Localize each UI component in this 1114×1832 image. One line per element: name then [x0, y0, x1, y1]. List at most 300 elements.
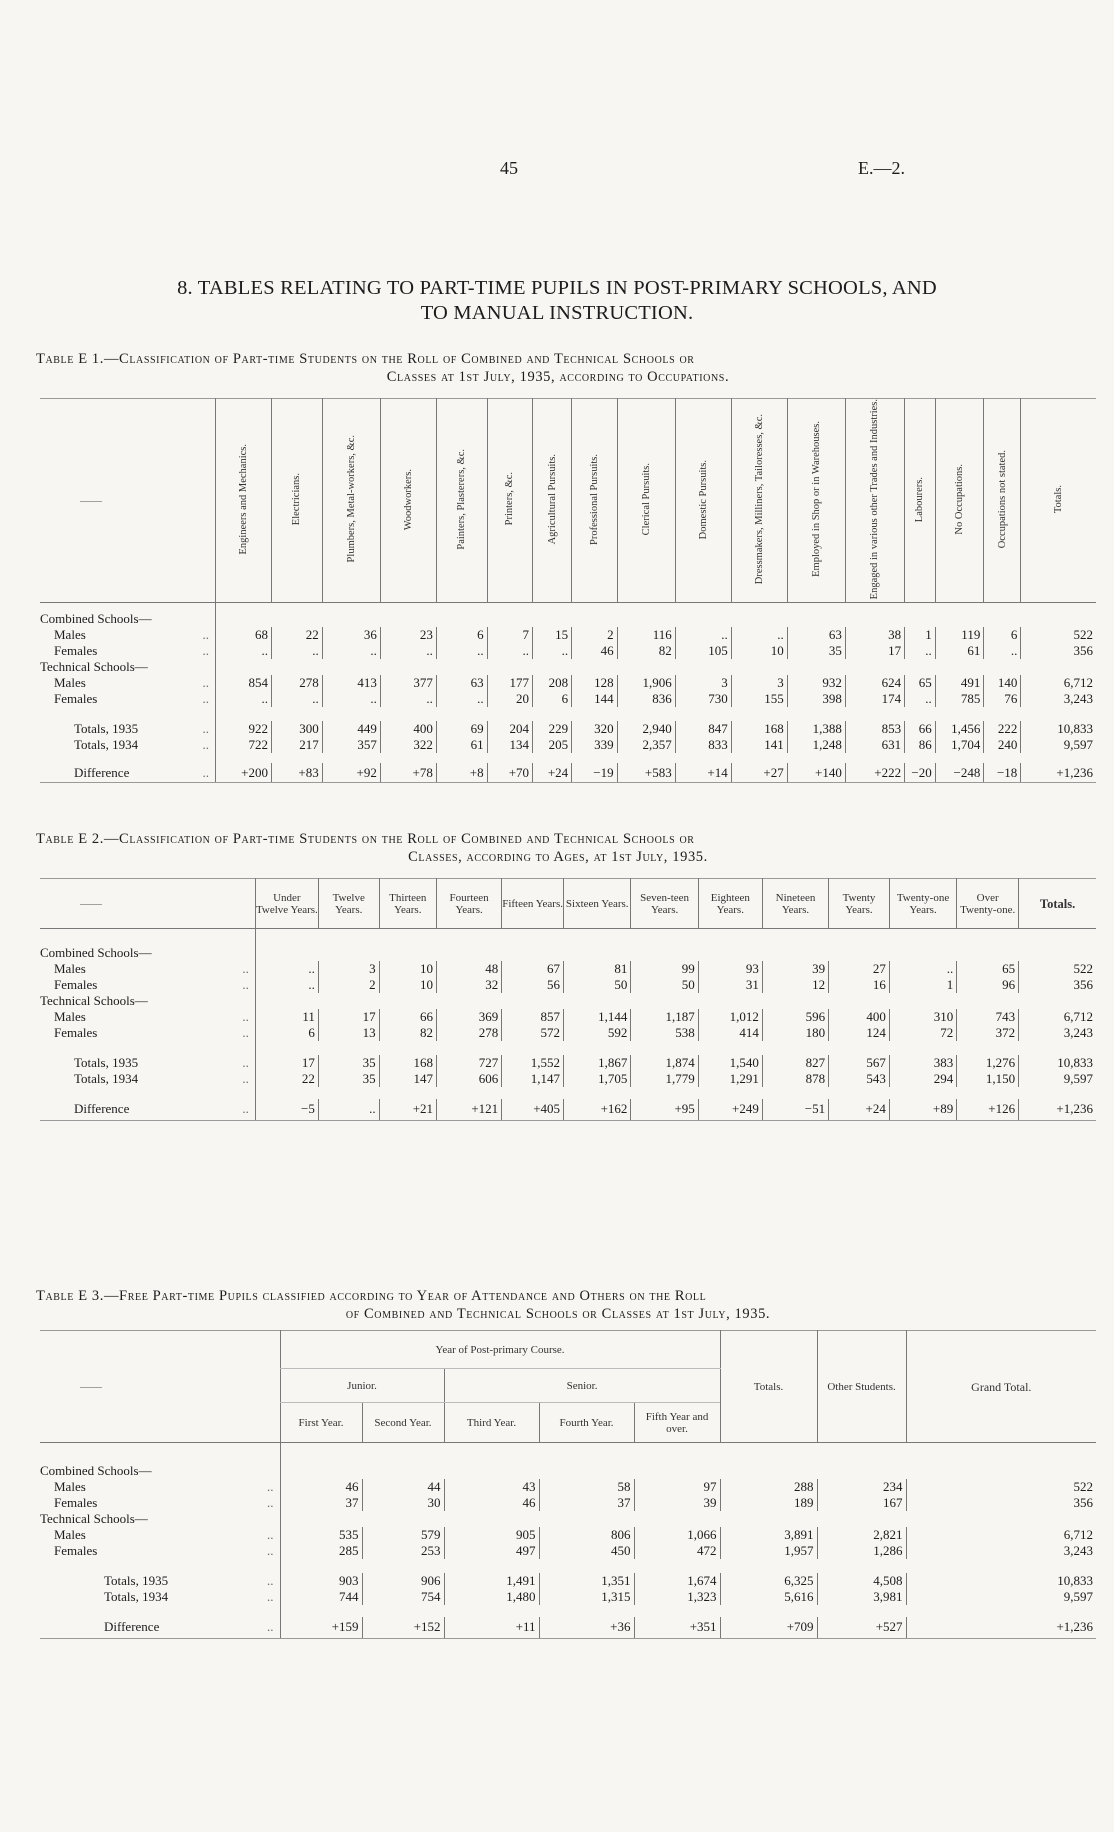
t3-row — [40, 1617, 1096, 1639]
row-label — [40, 1055, 255, 1071]
t1-header-not-stated — [984, 399, 1021, 603]
group-label: Technical Schools— — [40, 1510, 148, 1526]
t2-row — [40, 1099, 1096, 1121]
table-cell: 414 — [698, 1025, 762, 1041]
table-cell: +152 — [362, 1617, 444, 1639]
t3-header-first-year: First Year. — [280, 1403, 362, 1443]
table-cell: 1,150 — [957, 1071, 1019, 1087]
t1-header-text: Employed in Shop or in Warehouses. — [810, 421, 822, 578]
table-cell: 13 — [318, 1025, 379, 1041]
table-cell: 22 — [271, 627, 322, 643]
t2-header-nineteen: Nineteen Years. — [762, 879, 828, 929]
row-label-text: Totals, 1934 — [74, 736, 139, 752]
table-cell: −18 — [984, 763, 1021, 783]
row-label — [40, 1025, 255, 1041]
t3-row — [40, 1479, 1096, 1495]
leader-dots: .. — [267, 1619, 274, 1635]
table-cell: 567 — [829, 1055, 890, 1071]
table-cell: 180 — [762, 1025, 828, 1041]
table-cell: .. — [215, 643, 271, 659]
table-cell: 922 — [215, 721, 271, 737]
table-cell: 2,357 — [617, 737, 675, 753]
row-label — [40, 1573, 280, 1589]
t1-header-text: Occupations not stated. — [996, 450, 1008, 549]
table-cell: 631 — [845, 737, 904, 753]
table-cell: +11 — [444, 1617, 539, 1639]
table-cell: 10 — [379, 977, 436, 993]
table-cell: 727 — [437, 1055, 502, 1071]
table-cell: +1,236 — [906, 1617, 1096, 1639]
table-e3-header-row-1 — [40, 1331, 1096, 1369]
table-cell: 854 — [215, 675, 271, 691]
table-cell: +70 — [487, 763, 532, 783]
table-cell: 857 — [502, 1009, 564, 1025]
t1-header-text: No Occupations. — [954, 463, 966, 535]
table-e2-caption-line-1: Table E 2.—Classification of Part-time Students on the Roll of Combined and Technical Schools or — [36, 831, 695, 847]
table-cell: 105 — [675, 643, 731, 659]
table-cell: 2,821 — [817, 1527, 906, 1543]
table-cell: 46 — [280, 1479, 362, 1495]
row-label-text: Totals, 1934 — [104, 1588, 169, 1604]
table-cell: 6 — [984, 627, 1021, 643]
table-cell: 285 — [280, 1543, 362, 1559]
leader-dots: .. — [202, 764, 209, 780]
leader-dots: .. — [202, 642, 209, 658]
row-label-text: Females — [54, 976, 98, 992]
table-cell: 7 — [487, 627, 532, 643]
table-cell: .. — [436, 691, 487, 707]
group-label: Technical Schools— — [40, 992, 148, 1008]
table-cell: 167 — [817, 1495, 906, 1511]
t2-header-sixteen: Sixteen Years. — [564, 879, 631, 929]
table-cell: +1,236 — [1019, 1099, 1096, 1121]
table-e3 — [40, 1330, 1096, 1639]
table-cell: 39 — [634, 1495, 720, 1511]
table-cell: 905 — [444, 1527, 539, 1543]
table-cell: +140 — [787, 763, 845, 783]
leader-dots: .. — [267, 1572, 274, 1588]
table-cell: 1,323 — [634, 1589, 720, 1605]
table-cell: 2 — [572, 627, 617, 643]
table-cell: 72 — [889, 1025, 956, 1041]
table-cell: 1,351 — [539, 1573, 634, 1589]
leader-dots: .. — [267, 1588, 274, 1604]
row-label — [40, 1071, 255, 1087]
table-cell: 38 — [845, 627, 904, 643]
table-cell: 147 — [379, 1071, 436, 1087]
leader-dots: .. — [202, 626, 209, 642]
t3-row — [40, 1589, 1096, 1605]
table-cell: 3 — [675, 675, 731, 691]
table-cell: 1,456 — [935, 721, 984, 737]
t1-header-text: Electricians. — [291, 473, 303, 526]
table-cell: 1,315 — [539, 1589, 634, 1605]
table-cell: 240 — [984, 737, 1021, 753]
table-cell: .. — [984, 643, 1021, 659]
table-cell: 377 — [380, 675, 436, 691]
table-cell: 369 — [437, 1009, 502, 1025]
t2-header-twelve: Twelve Years. — [318, 879, 379, 929]
table-cell: 10,833 — [906, 1573, 1096, 1589]
table-cell: 1,491 — [444, 1573, 539, 1589]
table-cell: .. — [905, 691, 936, 707]
table-cell: 35 — [318, 1055, 379, 1071]
t3-header-third-year: Third Year. — [444, 1403, 539, 1443]
table-cell: 10,833 — [1019, 1055, 1096, 1071]
page-reference: E.—2. — [858, 158, 905, 178]
table-cell: 383 — [889, 1055, 956, 1071]
table-cell: 82 — [617, 643, 675, 659]
table-cell: 10,833 — [1021, 721, 1096, 737]
table-e3-corner: —— — [40, 1331, 280, 1443]
table-cell: 3,243 — [1019, 1025, 1096, 1041]
t1-header-text: Labourers. — [914, 476, 926, 522]
t1-header-domestic — [675, 399, 731, 603]
table-cell: 754 — [362, 1589, 444, 1605]
table-cell: 1,704 — [935, 737, 984, 753]
group-label: Combined Schools— — [40, 1462, 152, 1478]
table-cell: +1,236 — [1021, 763, 1096, 783]
table-cell: 592 — [564, 1025, 631, 1041]
t3-header-year-group: Year of Post-primary Course. — [280, 1331, 720, 1369]
table-cell: 23 — [380, 627, 436, 643]
t3-row — [40, 1543, 1096, 1559]
row-label-text: Males — [54, 674, 86, 690]
table-e2-corner: —— — [40, 879, 255, 929]
table-cell: 572 — [502, 1025, 564, 1041]
t1-row — [40, 763, 1096, 783]
t2-row — [40, 1009, 1096, 1025]
table-cell: 932 — [787, 675, 845, 691]
leader-dots: .. — [267, 1494, 274, 1510]
table-cell: 17 — [255, 1055, 318, 1071]
t1-header-electricians — [271, 399, 322, 603]
table-cell: 48 — [437, 961, 502, 977]
section-title — [30, 276, 1084, 326]
table-cell: −19 — [572, 763, 617, 783]
t1-group-combined — [40, 611, 1096, 627]
table-e2-caption-line-2: Classes, according to Ages, at 1st July, 1935. — [408, 849, 708, 865]
table-cell: 294 — [889, 1071, 956, 1087]
table-cell: 543 — [829, 1071, 890, 1087]
table-cell: 6 — [436, 627, 487, 643]
table-cell: 27 — [829, 961, 890, 977]
t2-header-over-twenty-one: Over Twenty-one. — [957, 879, 1019, 929]
t3-header-fourth-year: Fourth Year. — [539, 1403, 634, 1443]
row-label-text: Females — [54, 1024, 98, 1040]
t3-header-fifth-year: Fifth Year and over. — [634, 1403, 720, 1443]
t1-header-no-occupations — [935, 399, 984, 603]
leader-dots: .. — [202, 736, 209, 752]
table-cell: 17 — [845, 643, 904, 659]
table-cell: .. — [271, 643, 322, 659]
t1-header-shop — [787, 399, 845, 603]
row-label — [40, 1009, 255, 1025]
table-cell: 6 — [255, 1025, 318, 1041]
table-cell: .. — [318, 1099, 379, 1121]
table-cell: +27 — [731, 763, 787, 783]
table-cell: .. — [322, 643, 380, 659]
leader-dots: .. — [242, 1054, 249, 1070]
table-cell: 322 — [380, 737, 436, 753]
table-cell: 32 — [437, 977, 502, 993]
table-cell: 144 — [572, 691, 617, 707]
t1-header-clerical — [617, 399, 675, 603]
table-e1-caption-line-1: Table E 1.—Classification of Part-time Students on the Roll of Combined and Technical Schools or — [36, 351, 695, 367]
t1-row — [40, 675, 1096, 691]
table-cell: .. — [731, 627, 787, 643]
t1-header-text: Painters, Plasterers, &c. — [456, 448, 468, 550]
table-cell: 1,874 — [631, 1055, 698, 1071]
table-cell: 1,012 — [698, 1009, 762, 1025]
table-cell: 97 — [634, 1479, 720, 1495]
table-cell: +159 — [280, 1617, 362, 1639]
table-cell: 43 — [444, 1479, 539, 1495]
table-cell: +249 — [698, 1099, 762, 1121]
table-cell: 579 — [362, 1527, 444, 1543]
row-label — [40, 1617, 280, 1639]
table-cell: +21 — [379, 1099, 436, 1121]
table-cell: 17 — [318, 1009, 379, 1025]
table-cell: +78 — [380, 763, 436, 783]
table-cell: 744 — [280, 1589, 362, 1605]
table-cell: +24 — [829, 1099, 890, 1121]
table-cell: 6,712 — [906, 1527, 1096, 1543]
t1-header-totals — [1021, 399, 1096, 603]
table-cell: +24 — [533, 763, 572, 783]
table-cell: 278 — [271, 675, 322, 691]
table-cell: −5 — [255, 1099, 318, 1121]
table-cell: .. — [436, 643, 487, 659]
table-cell: 1,674 — [634, 1573, 720, 1589]
table-cell: 1,147 — [502, 1071, 564, 1087]
table-cell: 339 — [572, 737, 617, 753]
leader-dots: .. — [242, 1101, 249, 1117]
group-label: Combined Schools— — [40, 610, 152, 626]
t3-header-second-year: Second Year. — [362, 1403, 444, 1443]
table-cell: +583 — [617, 763, 675, 783]
table-cell: 1,480 — [444, 1589, 539, 1605]
table-cell: 1,906 — [617, 675, 675, 691]
table-cell: −51 — [762, 1099, 828, 1121]
table-cell: .. — [215, 691, 271, 707]
table-cell: +351 — [634, 1617, 720, 1639]
row-label-text: Males — [54, 960, 86, 976]
t1-header-woodworkers — [380, 399, 436, 603]
table-cell: 1,248 — [787, 737, 845, 753]
table-cell: 204 — [487, 721, 532, 737]
table-cell: 491 — [935, 675, 984, 691]
leader-dots: .. — [242, 1070, 249, 1086]
table-cell: 6,325 — [720, 1573, 817, 1589]
page-number: 45 — [500, 158, 518, 178]
table-cell: 878 — [762, 1071, 828, 1087]
t1-header-dressmakers — [731, 399, 787, 603]
table-cell: 1,540 — [698, 1055, 762, 1071]
t2-row — [40, 1055, 1096, 1071]
t1-row — [40, 721, 1096, 737]
section-title-line-1: 8. TABLES RELATING TO PART-TIME PUPILS IN POST-PRIMARY SCHOOLS, AND — [177, 277, 937, 299]
t1-header-text: Engineers and Mechanics. — [237, 443, 249, 555]
t1-header-text: Printers, &c. — [504, 472, 516, 526]
table-e3-caption-line-1: Table E 3.—Free Part-time Pupils classified according to Year of Attendance and Others on the Roll — [36, 1288, 707, 1304]
table-cell: +200 — [215, 763, 271, 783]
t2-header-under-twelve: Under Twelve Years. — [255, 879, 318, 929]
t3-header-other-students: Other Students. — [817, 1331, 906, 1443]
table-cell: 847 — [675, 721, 731, 737]
table-e2-caption — [36, 830, 1080, 866]
table-cell: 174 — [845, 691, 904, 707]
row-label-text: Difference — [74, 1101, 130, 1117]
table-cell: 217 — [271, 737, 322, 753]
table-cell: 168 — [731, 721, 787, 737]
table-cell: 449 — [322, 721, 380, 737]
t2-header-totals: Totals. — [1019, 879, 1096, 929]
leader-dots: .. — [267, 1542, 274, 1558]
table-cell: 177 — [487, 675, 532, 691]
row-label-text: Totals, 1935 — [74, 1054, 139, 1070]
table-cell: +92 — [322, 763, 380, 783]
table-cell: 119 — [935, 627, 984, 643]
table-cell: 50 — [631, 977, 698, 993]
table-cell: 168 — [379, 1055, 436, 1071]
t2-header-twenty: Twenty Years. — [829, 879, 890, 929]
t1-header-agricultural — [533, 399, 572, 603]
table-cell: 3,243 — [906, 1543, 1096, 1559]
table-cell: .. — [905, 643, 936, 659]
table-cell: +162 — [564, 1099, 631, 1121]
t2-header-seventeen: Seven-teen Years. — [631, 879, 698, 929]
table-cell: 46 — [572, 643, 617, 659]
t2-header-fourteen: Fourteen Years. — [437, 879, 502, 929]
row-label-text: Females — [54, 642, 98, 658]
t3-header-junior: Junior. — [280, 1369, 444, 1403]
table-cell: 205 — [533, 737, 572, 753]
table-cell: 535 — [280, 1527, 362, 1543]
table-cell: 3,243 — [1021, 691, 1096, 707]
table-cell: 22 — [255, 1071, 318, 1087]
table-cell: 743 — [957, 1009, 1019, 1025]
table-cell: 66 — [905, 721, 936, 737]
leader-dots: .. — [242, 960, 249, 976]
table-cell: 65 — [957, 961, 1019, 977]
table-cell: 10 — [731, 643, 787, 659]
table-cell: 37 — [539, 1495, 634, 1511]
t1-row — [40, 691, 1096, 707]
table-cell: 596 — [762, 1009, 828, 1025]
table-cell: +95 — [631, 1099, 698, 1121]
table-cell: 61 — [436, 737, 487, 753]
t1-header-labourers — [905, 399, 936, 603]
table-cell: 310 — [889, 1009, 956, 1025]
t1-header-professional — [572, 399, 617, 603]
table-cell: 31 — [698, 977, 762, 993]
row-label-text: Males — [54, 1008, 86, 1024]
table-cell: 624 — [845, 675, 904, 691]
t1-group-technical — [40, 659, 1096, 675]
t1-row — [40, 737, 1096, 753]
table-cell: 450 — [539, 1543, 634, 1559]
t2-header-eighteen: Eighteen Years. — [698, 879, 762, 929]
table-cell: 20 — [487, 691, 532, 707]
table-cell: 6,712 — [1021, 675, 1096, 691]
table-cell: 68 — [215, 627, 271, 643]
table-cell: +36 — [539, 1617, 634, 1639]
table-cell: .. — [889, 961, 956, 977]
t2-header-thirteen: Thirteen Years. — [379, 879, 436, 929]
table-e2 — [40, 878, 1096, 1121]
table-cell: .. — [380, 643, 436, 659]
table-cell: 66 — [379, 1009, 436, 1025]
t2-header-fifteen: Fifteen Years. — [502, 879, 564, 929]
table-cell: 300 — [271, 721, 322, 737]
t1-header-text: Professional Pursuits. — [588, 453, 600, 545]
table-cell: 356 — [906, 1495, 1096, 1511]
table-cell: 81 — [564, 961, 631, 977]
table-cell: 35 — [318, 1071, 379, 1087]
table-cell: 400 — [380, 721, 436, 737]
table-cell: 522 — [1021, 627, 1096, 643]
t3-header-grand-total: Grand Total. — [906, 1331, 1096, 1443]
table-cell: .. — [675, 627, 731, 643]
row-label — [40, 721, 215, 737]
table-e1 — [40, 398, 1096, 783]
table-cell: 806 — [539, 1527, 634, 1543]
table-cell: 63 — [787, 627, 845, 643]
t3-row — [40, 1495, 1096, 1511]
table-cell: 37 — [280, 1495, 362, 1511]
row-label-text: Difference — [74, 764, 130, 780]
table-cell: +222 — [845, 763, 904, 783]
row-label — [40, 675, 215, 691]
table-cell: 11 — [255, 1009, 318, 1025]
table-cell: 65 — [905, 675, 936, 691]
table-cell: 30 — [362, 1495, 444, 1511]
t1-header-text: Dressmakers, Milliners, Tailoresses, &c. — [753, 414, 765, 585]
t3-row — [40, 1573, 1096, 1589]
row-label — [40, 763, 215, 783]
t1-header-printers — [487, 399, 532, 603]
row-label-text: Females — [54, 690, 98, 706]
row-label — [40, 1543, 280, 1559]
table-cell: 61 — [935, 643, 984, 659]
table-cell: 9,597 — [906, 1589, 1096, 1605]
table-cell: 606 — [437, 1071, 502, 1087]
t2-group-combined — [40, 945, 1096, 961]
table-cell: 93 — [698, 961, 762, 977]
table-cell: 1,779 — [631, 1071, 698, 1087]
table-cell: 522 — [1019, 961, 1096, 977]
table-cell: 1,867 — [564, 1055, 631, 1071]
table-cell: 99 — [631, 961, 698, 977]
table-cell: .. — [322, 691, 380, 707]
table-cell: 3 — [731, 675, 787, 691]
table-cell: .. — [271, 691, 322, 707]
table-cell: 357 — [322, 737, 380, 753]
table-cell: +8 — [436, 763, 487, 783]
table-cell: 2,940 — [617, 721, 675, 737]
t2-row — [40, 1025, 1096, 1041]
table-cell: 16 — [829, 977, 890, 993]
table-cell: 86 — [905, 737, 936, 753]
table-cell: 3,891 — [720, 1527, 817, 1543]
leader-dots: .. — [202, 674, 209, 690]
table-e3-caption — [36, 1287, 1080, 1323]
table-cell: 141 — [731, 737, 787, 753]
table-e1-caption — [36, 350, 1080, 386]
t1-header-painters — [436, 399, 487, 603]
table-cell: 906 — [362, 1573, 444, 1589]
